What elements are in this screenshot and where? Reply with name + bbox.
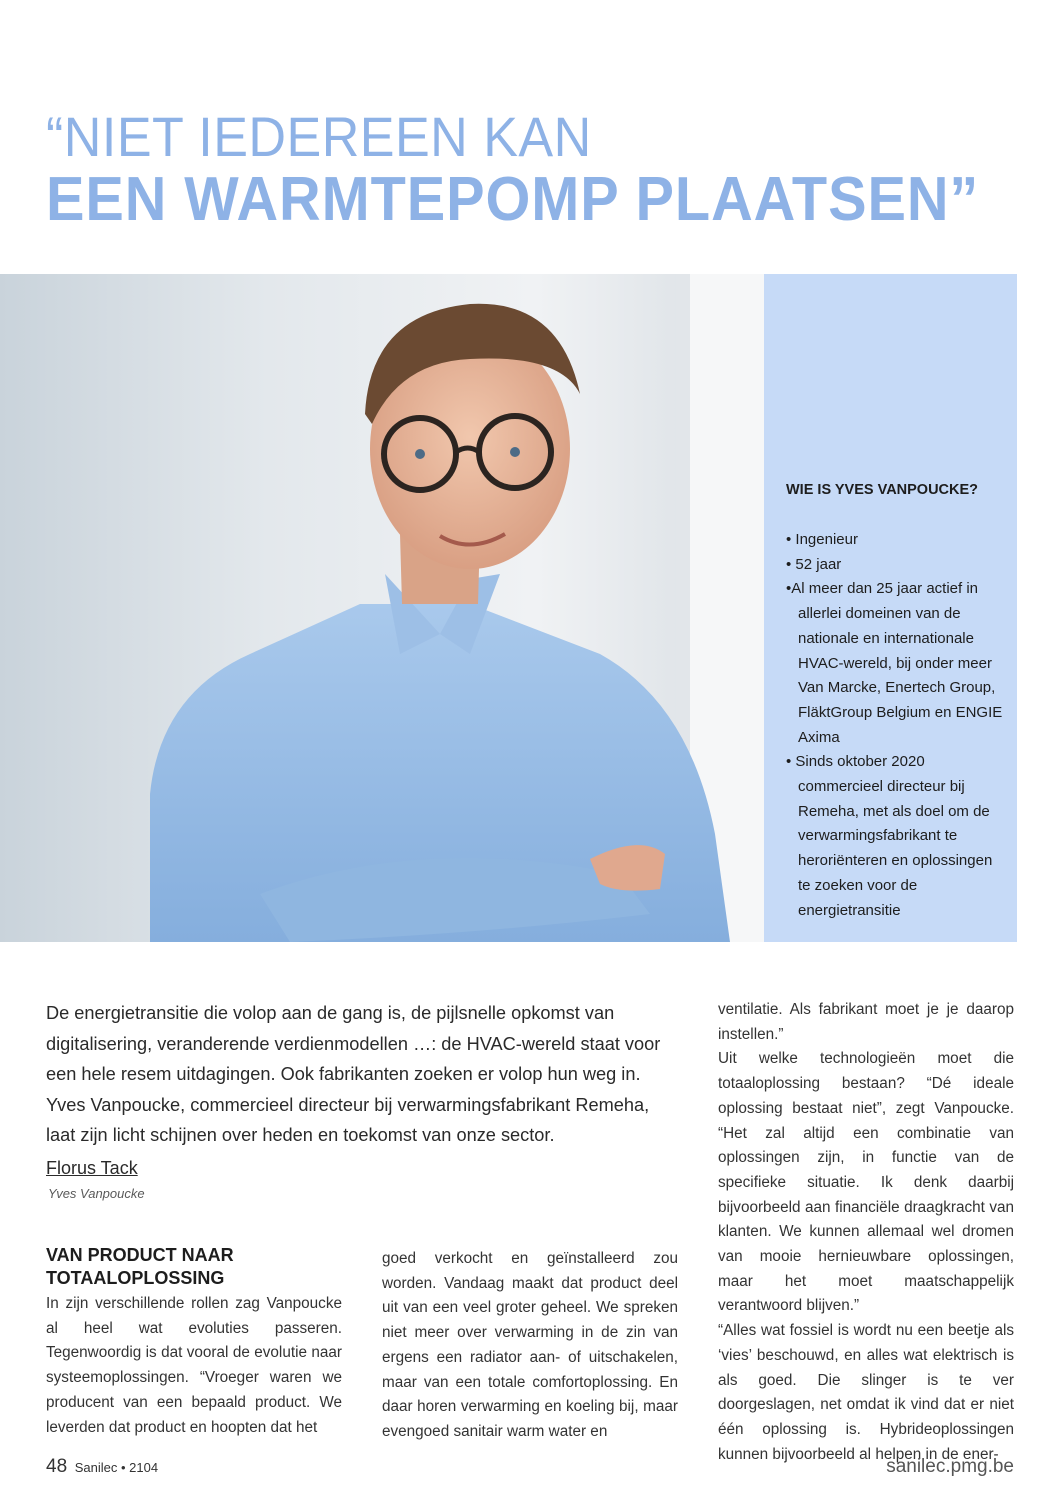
profile-item: •Al meer dan 25 jaar actief in allerlei domeinen van de nationale en internationale HVAC-wereld, bij onder meer Van Marcke, Enertech Group, FläktGroup Belgium en ENGIE Axima — [786, 580, 1003, 746]
author-byline[interactable]: Florus Tack — [46, 1158, 138, 1178]
intro-paragraph: De energietransitie die volop aan de gang is, de pijlsnelle opkomst van digitalisering, veranderende verdienmodellen …: de HVAC-wereld staat voor een hele resem uitdagingen. Ook fabrikanten zoeken er volop hun weg in. Yves Vanpoucke, commercieel directeur bij verwarmingsfabrikant Remeha, laat zijn licht schijnen over heden en toekomst van onze sector. — [46, 1003, 661, 1145]
sidebar-heading: WIE IS YVES VANPOUCKE? — [786, 482, 979, 498]
title-line-1: “NIET IEDEREEN KAN — [46, 105, 592, 168]
profile-list — [786, 528, 1008, 923]
body-paragraph: Uit welke technologieën moet die totaaloplossing bestaan? “Dé ideale oplossing bestaat niet”, zegt Vanpoucke. “Het zal altijd een combinatie van oplossingen zijn, in functie van de specifieke situatie. Ik denk daarbij bijvoorbeeld aan financiële draagkracht van klanten. We kunnen allemaal wel dromen van mooie hernieuwbare oplossingen, maar het moet maatschappelijk verantwoord blijven.” — [718, 1050, 1014, 1315]
article-column-3 — [718, 998, 1014, 1467]
profile-item: • Sinds oktober 2020 commercieel directeur bij Remeha, met als doel om de verwarmingsfabrikant te heroriënteren en oplossingen te zoeken voor de energietransitie — [786, 753, 993, 919]
profile-sidebar — [764, 274, 1017, 942]
website-link[interactable]: sanilec.pmg.be — [886, 1456, 1014, 1477]
body-paragraph: “Alles wat fossiel is wordt nu een beetje als ‘vies’ beschouwd, en alles wat elektrisch is als goed. Die slinger is te ver doorgeslagen, net omdat ik vind dat er niet één oplossing is. Hybrideoplossingen kunnen bijvoorbeeld al helpen in de ener- — [718, 1322, 1014, 1463]
body-paragraph: ventilatie. Als fabrikant moet je je daarop instellen.” — [718, 1001, 1014, 1043]
publication-name: Sanilec • 2104 — [74, 1460, 159, 1475]
body-paragraph: goed verkocht en geïnstalleerd zou worden. Vandaag maakt dat product deel uit van een veel groter geheel. We spreken niet meer over verwarming in de zin van ergens een radiator aan- of uitschakelen, maar van een totale comfortoplossing. En daar horen verwarming en koeling bij, maar evengoed sanitair warm water en — [382, 1250, 678, 1440]
photo-caption: Yves Vanpoucke — [48, 1186, 145, 1201]
portrait-illustration — [0, 274, 764, 942]
page-number: 48 — [46, 1456, 68, 1477]
article-column-1 — [46, 1244, 342, 1440]
page-footer — [46, 1456, 158, 1478]
section-heading: VAN PRODUCT NAAR TOTAALOPLOSSING — [46, 1245, 234, 1288]
profile-item: • 52 jaar — [786, 555, 842, 573]
profile-item: • Ingenieur — [786, 531, 858, 548]
title-line-2: EEN WARMTEPOMP PLAATSEN” — [46, 165, 980, 234]
body-paragraph: In zijn verschillende rollen zag Vanpoucke al heel wat evoluties passeren. Tegenwoordig is dat vooral de evolutie naar systeemoplossingen. “Vroeger waren we producent van een bepaald product. We leverden dat product en hoopten dat het — [46, 1295, 342, 1436]
article-column-2 — [382, 1247, 678, 1445]
